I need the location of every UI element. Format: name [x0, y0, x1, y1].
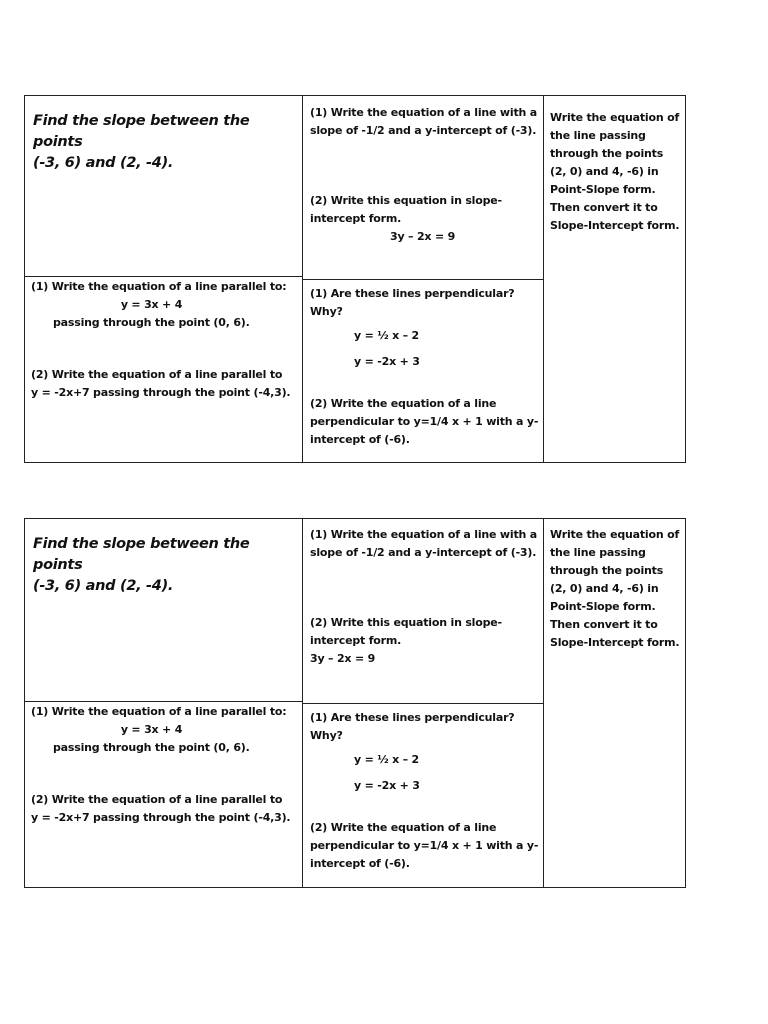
- point-slope-line-4: (2, 0) and 4, -6) in: [550, 165, 659, 178]
- perp-equation-2: y = -2x + 3: [354, 779, 420, 792]
- point-slope-line-4: (2, 0) and 4, -6) in: [550, 582, 659, 595]
- slope-prompt-line-1: Find the slope between the points: [33, 113, 250, 150]
- intercept-equation: 3y – 2x = 9: [390, 230, 456, 243]
- parallel-q1-equation: y = 3x + 4: [120, 298, 183, 311]
- slope-prompt-line-2: (-3, 6) and (2, -4).: [33, 155, 174, 171]
- perp-q2-line-3: intercept of (-6).: [310, 857, 410, 870]
- perp-q1-line-2: Why?: [310, 305, 343, 318]
- perp-q2-line-3: intercept of (-6).: [310, 433, 410, 446]
- perpendicular-cell: [302, 279, 543, 463]
- intercept-q1-line-2: slope of -1/2 and a y-intercept of (-3).: [310, 546, 537, 559]
- point-slope-line-3: through the points: [550, 564, 664, 577]
- parallel-cell: [25, 276, 302, 463]
- perp-q2-line-1: (2) Write the equation of a line: [310, 397, 497, 410]
- perp-equation-2: y = -2x + 3: [354, 355, 420, 368]
- intercept-q1-line-2: slope of -1/2 and a y-intercept of (-3).: [310, 124, 537, 137]
- perp-q1-line-2: Why?: [310, 729, 343, 742]
- parallel-q1-equation: y = 3x + 4: [120, 723, 183, 736]
- parallel-q2-line-1: (2) Write the equation of a line parallel to: [31, 793, 283, 806]
- point-slope-line-1: Write the equation of: [550, 111, 680, 124]
- point-slope-line-6: Then convert it to: [550, 201, 658, 214]
- point-slope-line-2: the line passing: [550, 546, 646, 559]
- point-slope-cell: [543, 96, 685, 462]
- intercept-q2-line-1: (2) Write this equation in slope-: [310, 616, 502, 629]
- intercept-q1-line-1: (1) Write the equation of a line with a: [310, 106, 537, 119]
- slope-cell: [25, 96, 302, 276]
- perp-equation-1: y = ½ x – 2: [354, 329, 419, 342]
- task-card-1: [24, 95, 686, 463]
- perp-q1-line-1: (1) Are these lines perpendicular?: [310, 287, 515, 300]
- point-slope-line-6: Then convert it to: [550, 618, 658, 631]
- parallel-q2-line-2: y = -2x+7 passing through the point (-4,3).: [31, 811, 291, 824]
- slope-prompt-line-2: (-3, 6) and (2, -4).: [33, 578, 174, 594]
- point-slope-line-7: Slope-Intercept form.: [550, 636, 680, 649]
- perp-q2-line-2: perpendicular to y=1/4 x + 1 with a y-: [310, 415, 539, 428]
- intercept-q2-line-2: intercept form.: [310, 634, 402, 647]
- point-slope-line-1: Write the equation of: [550, 528, 680, 541]
- perp-equation-1: y = ½ x – 2: [354, 753, 419, 766]
- intercept-cell: [302, 519, 543, 703]
- perp-q2-line-2: perpendicular to y=1/4 x + 1 with a y-: [310, 839, 539, 852]
- perp-q2-line-1: (2) Write the equation of a line: [310, 821, 497, 834]
- intercept-q2-line-2: intercept form.: [310, 212, 402, 225]
- parallel-q1-line-1: (1) Write the equation of a line parallel to:: [31, 280, 287, 293]
- point-slope-cell: [543, 519, 685, 887]
- slope-cell: [25, 519, 302, 701]
- parallel-q1-line-1: (1) Write the equation of a line parallel to:: [31, 705, 287, 718]
- task-card-2: [24, 518, 686, 888]
- parallel-q1-tail: passing through the point (0, 6).: [53, 741, 250, 754]
- parallel-q1-tail: passing through the point (0, 6).: [53, 316, 250, 329]
- perp-q1-line-1: (1) Are these lines perpendicular?: [310, 711, 515, 724]
- point-slope-line-5: Point-Slope form.: [550, 183, 656, 196]
- parallel-q2-line-1: (2) Write the equation of a line parallel to: [31, 368, 283, 381]
- point-slope-line-3: through the points: [550, 147, 664, 160]
- point-slope-line-7: Slope-Intercept form.: [550, 219, 680, 232]
- intercept-q1-line-1: (1) Write the equation of a line with a: [310, 528, 537, 541]
- perpendicular-cell: [302, 703, 543, 888]
- parallel-cell: [25, 701, 302, 888]
- intercept-cell: [302, 96, 543, 279]
- point-slope-line-2: the line passing: [550, 129, 646, 142]
- slope-prompt-line-1: Find the slope between the points: [33, 536, 250, 573]
- point-slope-line-5: Point-Slope form.: [550, 600, 656, 613]
- intercept-equation: 3y – 2x = 9: [310, 652, 376, 665]
- intercept-q2-line-1: (2) Write this equation in slope-: [310, 194, 502, 207]
- parallel-q2-line-2: y = -2x+7 passing through the point (-4,3).: [31, 386, 291, 399]
